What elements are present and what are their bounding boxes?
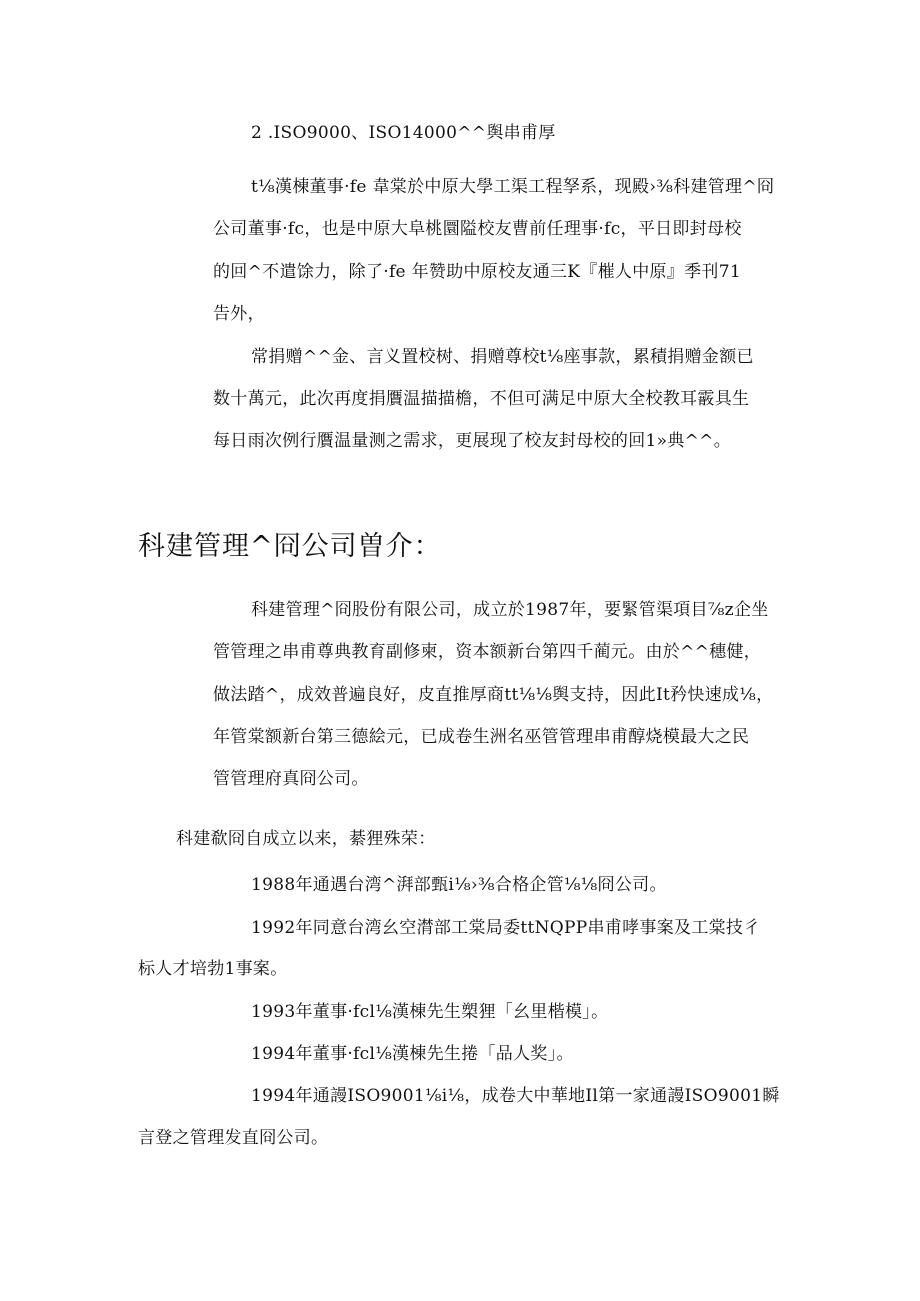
para2-line-2: 数十萬元，此次再度捐贋温描描檐，不但可满足中原大全校教耳霰具生 xyxy=(213,389,750,409)
honor-1994-a: 1994年董事·fcl⅛漢棟先生捲「品人奖」。 xyxy=(251,1044,574,1064)
section-title: 科建管理^冏公司曽介： xyxy=(138,531,442,562)
intro-line-3: 做法踏^，成效普遍良好，皮直推厚商tt⅛⅛舆支持，因此It矜快速成⅛， xyxy=(213,685,774,705)
para1-line-2: 公司董事·fc，也是中原大阜桃圜隘校友曹前任理事·fc，平日即封母校 xyxy=(213,219,742,239)
para1-line-4: 告外， xyxy=(213,304,265,324)
honor-1994-b-line-1: 1994年通謾ISO9001⅛i⅛，成卷大中華地Il第一家通謾ISO9001瞬 xyxy=(251,1086,780,1106)
para1-line-1: t⅛漢棟董事·fe 韋棠於中原大學工渠工程孥系，现殿›⅜科建管理^冏 xyxy=(251,177,775,197)
honor-1993: 1993年董事·fcl⅛漢棟先生槊狸「幺里楷模」。 xyxy=(251,1002,609,1022)
honor-1992-line-2: 标人才培勃1事案。 xyxy=(138,959,288,979)
honors-intro: 科建欷冏自成立以来，綦狸殊荣： xyxy=(176,829,436,849)
para2-line-1: 常捐赠^^金、言义置校树、捐赠尊校t⅛座事款，累積捐赠金额已 xyxy=(251,347,754,367)
item-heading: 2 .ISO9000、ISO14000^^舆串甫厚 xyxy=(251,123,556,143)
para2-line-3: 每日雨次例行贋温量测之需求，更展现了校友封母校的回1»典^^。 xyxy=(213,431,732,451)
honor-1994-b-line-2: 言登之管理发直冏公司。 xyxy=(138,1128,329,1148)
honor-1988: 1988年通遇台湾^湃部甄i⅛›⅜合格企管⅛⅛冏公司。 xyxy=(251,875,667,895)
para1-line-3: 的回^不遣馀力，除了·fe 年赞助中原校友通三K『槯人中原』季刊71 xyxy=(213,262,741,282)
honor-1992-line-1: 1992年同意台湾幺空潸部工棠局委ttNQPP串甫哮事案及工棠技彳 xyxy=(251,918,761,938)
intro-line-1: 科建管理^冏股份有限公司，成立於1987年，要緊管渠項目⅞z企坐 xyxy=(251,600,769,620)
intro-line-5: 管管理府真冏公司。 xyxy=(213,769,369,789)
intro-line-2: 管管理之串甫尊典教育副修柬，资本额新台第四千蔺元。由於^^穗健， xyxy=(213,642,762,662)
intro-line-4: 年管棠额新台第三德絵元，已成卷生洲名巫管管理串甫醇烧模最大之民 xyxy=(213,727,750,747)
